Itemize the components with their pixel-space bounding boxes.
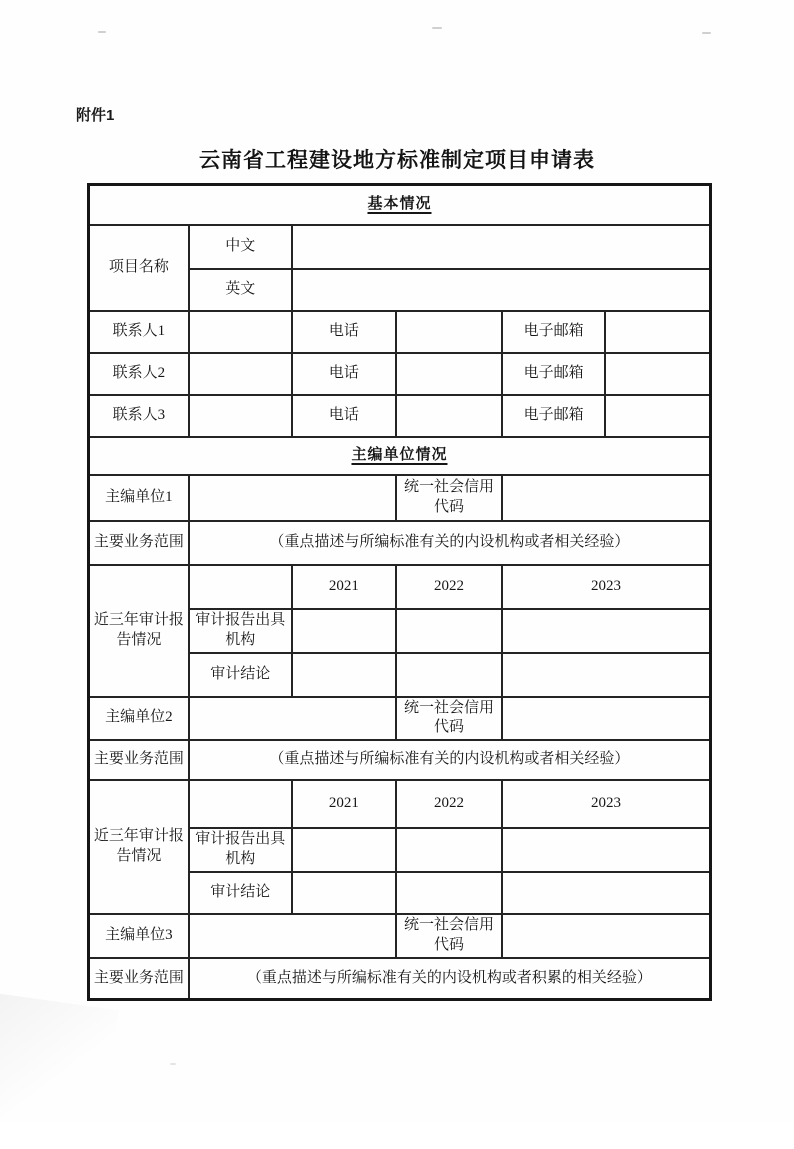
contact1-email-cell bbox=[605, 311, 710, 353]
basic-info-section-header: 基本情况 bbox=[89, 185, 711, 225]
project-name-chinese-label: 中文 bbox=[189, 225, 292, 269]
unit2-label: 主编单位2 bbox=[89, 697, 189, 740]
project-name-english-value-cell bbox=[292, 269, 711, 311]
contact2-name-cell bbox=[189, 353, 292, 395]
project-name-chinese-value-cell bbox=[292, 225, 711, 269]
scan-artifact bbox=[170, 1063, 176, 1065]
unit1-name-cell bbox=[189, 475, 396, 521]
unit3-business-scope-label: 主要业务范围 bbox=[89, 958, 189, 1000]
project-name-label: 项目名称 bbox=[89, 225, 189, 311]
scan-artifact bbox=[98, 31, 106, 33]
scan-smudge bbox=[0, 991, 119, 1149]
contact2-email-label: 电子邮箱 bbox=[502, 353, 605, 395]
contact2-label: 联系人2 bbox=[89, 353, 189, 395]
unit3-credit-code-label: 统一社会信用代码 bbox=[396, 914, 502, 958]
unit2-audit-year-2022: 2022 bbox=[396, 780, 502, 828]
unit2-credit-code-cell bbox=[502, 697, 710, 740]
units-section-header: 主编单位情况 bbox=[89, 437, 711, 475]
unit1-credit-code-label: 统一社会信用代码 bbox=[396, 475, 502, 521]
application-form-table bbox=[87, 183, 712, 1001]
unit1-label: 主编单位1 bbox=[89, 475, 189, 521]
unit2-credit-code-label: 统一社会信用代码 bbox=[396, 697, 502, 740]
contact2-email-cell bbox=[605, 353, 710, 395]
contact3-email-cell bbox=[605, 395, 710, 437]
contact2-phone-cell bbox=[396, 353, 502, 395]
unit1-audit-year-2022: 2022 bbox=[396, 565, 502, 609]
unit2-audit-conclusion-2022-cell bbox=[396, 872, 502, 914]
unit1-audit-issuer-2022-cell bbox=[396, 609, 502, 653]
contact1-phone-label: 电话 bbox=[292, 311, 396, 353]
unit1-credit-code-cell bbox=[502, 475, 710, 521]
unit2-audit-year-2023: 2023 bbox=[502, 780, 710, 828]
attachment-label: 附件1 bbox=[76, 107, 115, 124]
unit2-audit-label: 近三年审计报告情况 bbox=[89, 780, 189, 914]
contact1-phone-cell bbox=[396, 311, 502, 353]
unit1-audit-year-2021: 2021 bbox=[292, 565, 396, 609]
unit2-audit-corner-cell bbox=[189, 780, 292, 828]
unit2-business-scope-note: （重点描述与所编标准有关的内设机构或者相关经验） bbox=[189, 740, 711, 780]
unit1-business-scope-note: （重点描述与所编标准有关的内设机构或者相关经验） bbox=[189, 521, 711, 565]
contact2-phone-label: 电话 bbox=[292, 353, 396, 395]
scan-artifact bbox=[702, 32, 711, 34]
scan-artifact bbox=[432, 27, 442, 29]
project-name-english-label: 英文 bbox=[189, 269, 292, 311]
unit1-audit-corner-cell bbox=[189, 565, 292, 609]
unit2-name-cell bbox=[189, 697, 396, 740]
unit2-audit-issuer-label: 审计报告出具机构 bbox=[189, 828, 292, 872]
unit1-audit-conclusion-2021-cell bbox=[292, 653, 396, 697]
unit1-audit-label: 近三年审计报告情况 bbox=[89, 565, 189, 697]
unit2-business-scope-label: 主要业务范围 bbox=[89, 740, 189, 780]
unit2-audit-issuer-2023-cell bbox=[502, 828, 710, 872]
unit2-audit-issuer-2022-cell bbox=[396, 828, 502, 872]
unit1-audit-conclusion-2022-cell bbox=[396, 653, 502, 697]
unit1-business-scope-label: 主要业务范围 bbox=[89, 521, 189, 565]
unit2-audit-conclusion-2021-cell bbox=[292, 872, 396, 914]
contact3-label: 联系人3 bbox=[89, 395, 189, 437]
contact1-name-cell bbox=[189, 311, 292, 353]
contact3-phone-cell bbox=[396, 395, 502, 437]
unit2-audit-issuer-2021-cell bbox=[292, 828, 396, 872]
unit3-business-scope-note: （重点描述与所编标准有关的内设机构或者积累的相关经验） bbox=[189, 958, 711, 1000]
page-title: 云南省工程建设地方标准制定项目申请表 bbox=[199, 148, 595, 172]
unit2-audit-year-2021: 2021 bbox=[292, 780, 396, 828]
unit3-credit-code-cell bbox=[502, 914, 710, 958]
unit3-name-cell bbox=[189, 914, 396, 958]
unit1-audit-issuer-2021-cell bbox=[292, 609, 396, 653]
contact3-phone-label: 电话 bbox=[292, 395, 396, 437]
unit1-audit-issuer-2023-cell bbox=[502, 609, 710, 653]
unit1-audit-conclusion-2023-cell bbox=[502, 653, 710, 697]
unit1-audit-issuer-label: 审计报告出具机构 bbox=[189, 609, 292, 653]
unit3-label: 主编单位3 bbox=[89, 914, 189, 958]
contact1-label: 联系人1 bbox=[89, 311, 189, 353]
unit1-audit-year-2023: 2023 bbox=[502, 565, 710, 609]
contact1-email-label: 电子邮箱 bbox=[502, 311, 605, 353]
unit1-audit-conclusion-label: 审计结论 bbox=[189, 653, 292, 697]
unit2-audit-conclusion-2023-cell bbox=[502, 872, 710, 914]
contact3-email-label: 电子邮箱 bbox=[502, 395, 605, 437]
contact3-name-cell bbox=[189, 395, 292, 437]
unit2-audit-conclusion-label: 审计结论 bbox=[189, 872, 292, 914]
